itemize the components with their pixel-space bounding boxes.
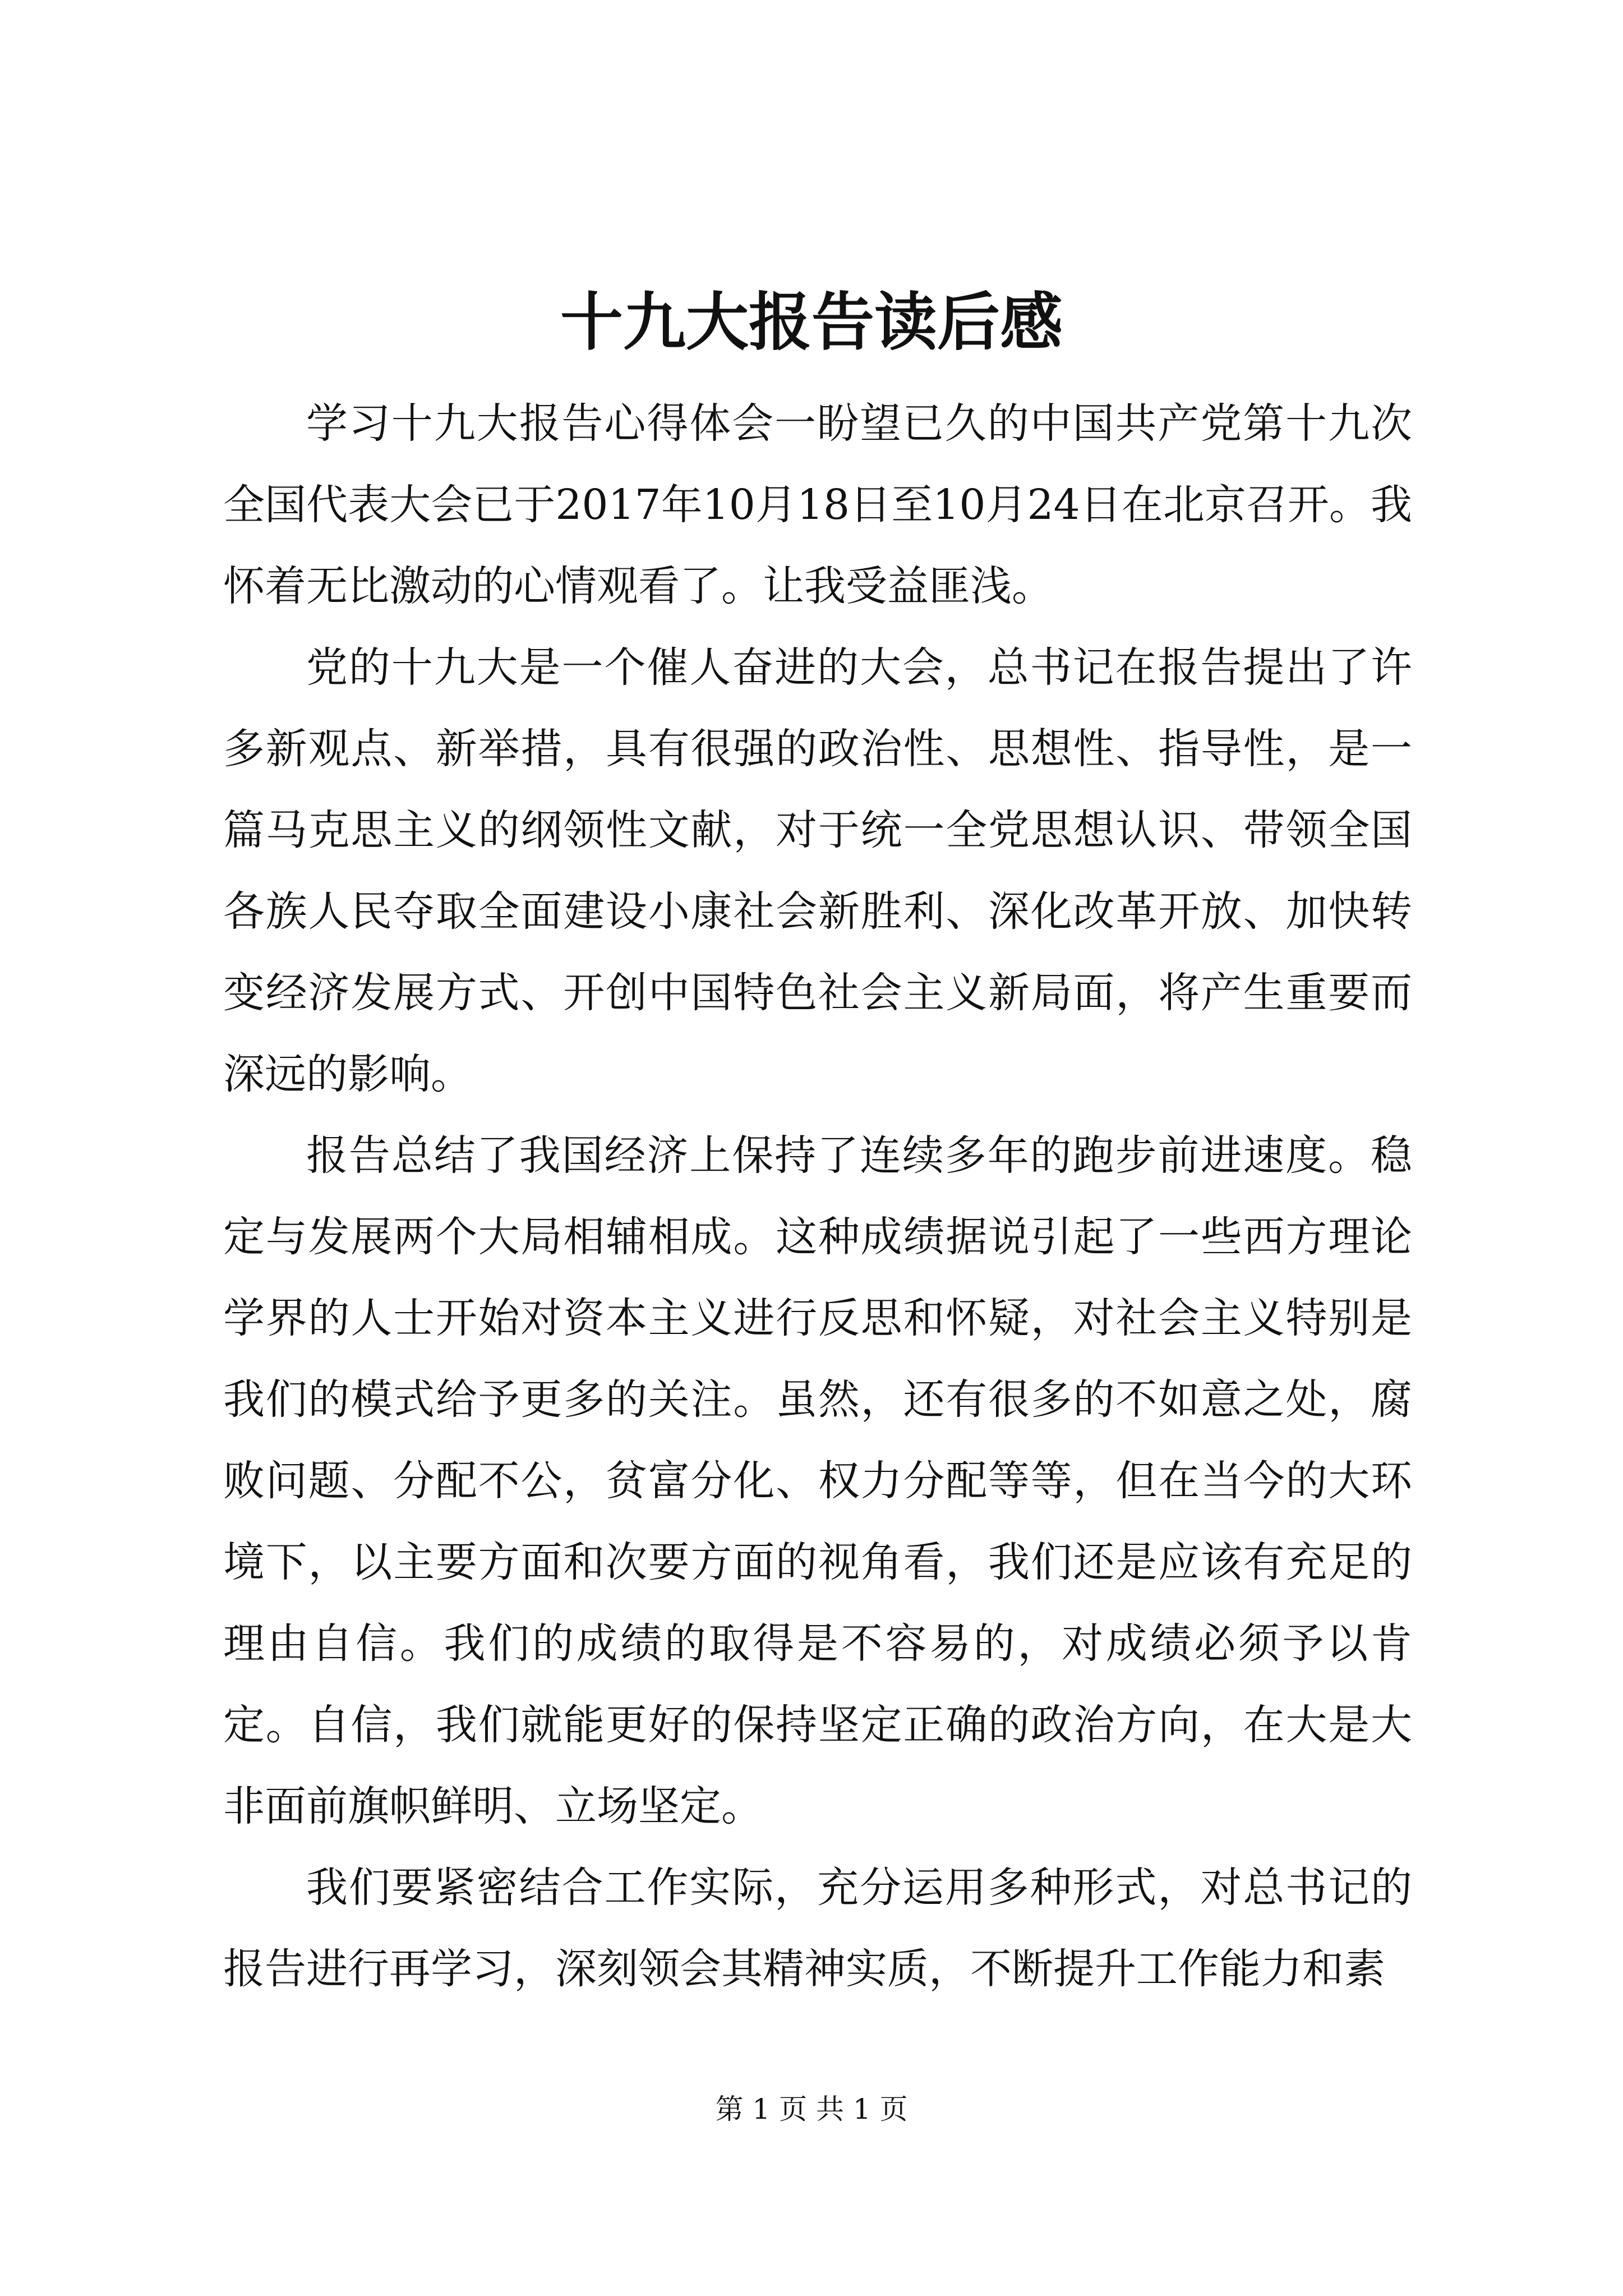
- paragraph-2: 党的十九大是一个催人奋进的大会，总书记在报告提出了许多新观点、新举措，具有很强的政治性、思想性、指导性，是一篇马克思主义的纲领性文献，对于统一全党思想认识、带领全国各族人民夺取全面建设小康社会新胜利、深化改革开放、加快转变经济发展方式、开创中国特色社会主义新局面，将产生重要而深远的影响。: [223, 643, 1412, 1098]
- paragraph-3: 报告总结了我国经济上保持了连续多年的跑步前进速度。稳定与发展两个大局相辅相成。这种成绩据说引起了一些西方理论学界的人士开始对资本主义进行反思和怀疑，对社会主义特别是我们的模式给予更多的关注。虽然，还有很多的不如意之处，腐败问题、分配不公，贫富分化、权力分配等等，但在当今的大环境下，以主要方面和次要方面的视角看，我们还是应该有充足的理由自信。我们的成绩的取得是不容易的，对成绩必须予以肯定。自信，我们就能更好的保持坚定正确的政治方向，在大是大非面前旗帜鲜明、立场坚定。: [223, 1131, 1412, 1830]
- paragraph-1: 学习十九大报告心得体会一盼望已久的中国共产党第十九次全国代表大会已于2017年10月18日至10月24日在北京召开。我怀着无比激动的心情观看了。让我受益匪浅。: [223, 399, 1412, 610]
- document-body: [223, 383, 1412, 2010]
- page-footer: 第 1 页 共 1 页: [715, 2093, 908, 2125]
- document-title: 十九大报告读后感: [560, 286, 1063, 359]
- paragraph-4: 我们要紧密结合工作实际，充分运用多种形式，对总书记的报告进行再学习，深刻领会其精神实质，不断提升工作能力和素: [223, 1864, 1412, 1993]
